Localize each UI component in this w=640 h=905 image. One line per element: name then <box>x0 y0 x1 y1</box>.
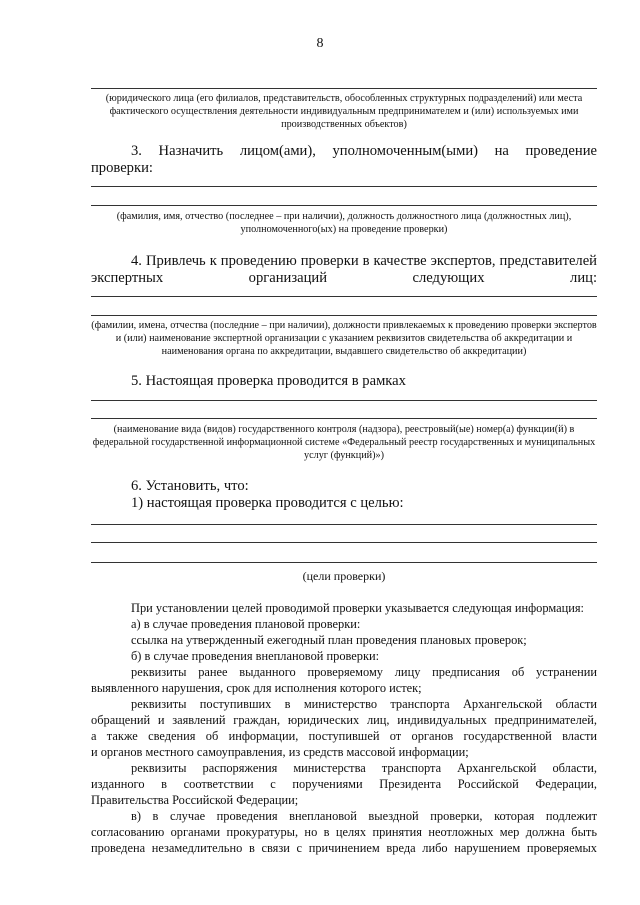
blank-line <box>91 296 597 297</box>
body-line: б) в случае проведения внеплановой проверки: <box>131 649 380 663</box>
note-goals: (цели проверки) <box>302 569 386 583</box>
body-line: и органов местного самоуправления, из средств массовой информации; <box>91 745 469 759</box>
note-experts: (фамилии, имена, отчества (последние – при наличии), должности привлекаемых к проведению проверки экспертов и (или) наименование экспертной организации с указанием реквизитов свидетельства об аккредитации и наименования органа по аккредитации, выдавшего свидетельство об аккредитации) <box>91 320 597 357</box>
blank-line <box>91 186 597 187</box>
item3-text: 3. Назначить лицом(ами), уполномоченным(ыми) на проведение проверки: <box>91 143 597 176</box>
note-control: (наименование вида (видов) государственного контроля (надзора), реестровый(ые) номер(а) функции(й) в федеральной государственной информационной системе «Федеральный реестр государственных и муниципальных услуг (функций)») <box>92 424 596 461</box>
item4-text: 4. Привлечь к проведению проверки в качестве экспертов, представителей экспертных организаций следующих лиц: <box>91 253 597 286</box>
body-line: реквизиты ранее выданного проверяемому лицу предписания об устранении <box>131 665 597 679</box>
item6-sub1: 1) настоящая проверка проводится с целью: <box>131 495 404 511</box>
body-line: При установлении целей проводимой проверки указывается следующая информация: <box>131 601 584 615</box>
blank-line <box>91 418 597 419</box>
body-line: реквизиты поступивших в министерство транспорта Архангельской области <box>131 697 597 711</box>
body-line: изданного в соответствии с поручениями Президента Российской Федерации, <box>91 777 597 791</box>
blank-line <box>91 542 597 543</box>
note-officials: (фамилия, имя, отчество (последнее – при наличии), должность должностного лица (должностных лиц), уполномоченного(ых) на проведение проверки) <box>116 211 572 235</box>
blank-line <box>91 524 597 525</box>
body-line: а также сведения об информации, поступившей от органов государственной власти <box>91 729 597 743</box>
note-legal-entity: (юридического лица (его филиалов, представительств, обособленных структурных подразделений) или места фактического осуществления деятельности индивидуальным предпринимателем и (или) используемых ими производственных объектов) <box>105 93 583 130</box>
blank-line <box>91 88 597 89</box>
item5-text: 5. Настоящая проверка проводится в рамках <box>131 373 406 389</box>
blank-line <box>91 562 597 563</box>
body-line: ссылка на утвержденный ежегодный план проведения плановых проверок; <box>131 633 527 647</box>
body-line: согласованию органами прокуратуры, но в целях принятия неотложных мер должна быть <box>91 825 597 839</box>
body-line: а) в случае проведения плановой проверки: <box>131 617 361 631</box>
body-line: в) в случае проведения внеплановой выездной проверки, которая подлежит <box>131 809 597 823</box>
body-line: Правительства Российской Федерации; <box>91 793 299 807</box>
blank-line <box>91 400 597 401</box>
item6-title: 6. Установить, что: <box>131 478 249 494</box>
blank-line <box>91 205 597 206</box>
body-line: реквизиты распоряжения министерства транспорта Архангельской области, <box>131 761 597 775</box>
body-line: выявленного нарушения, срок для исполнения которого истек; <box>91 681 422 695</box>
body-line: обращений и заявлений граждан, юридических лиц, индивидуальных предпринимателей, <box>91 713 597 727</box>
page-number: 8 <box>316 36 324 51</box>
blank-line <box>91 315 597 316</box>
body-line: проведена незамедлительно в связи с причинением вреда либо нарушением проверяемых <box>91 841 597 855</box>
